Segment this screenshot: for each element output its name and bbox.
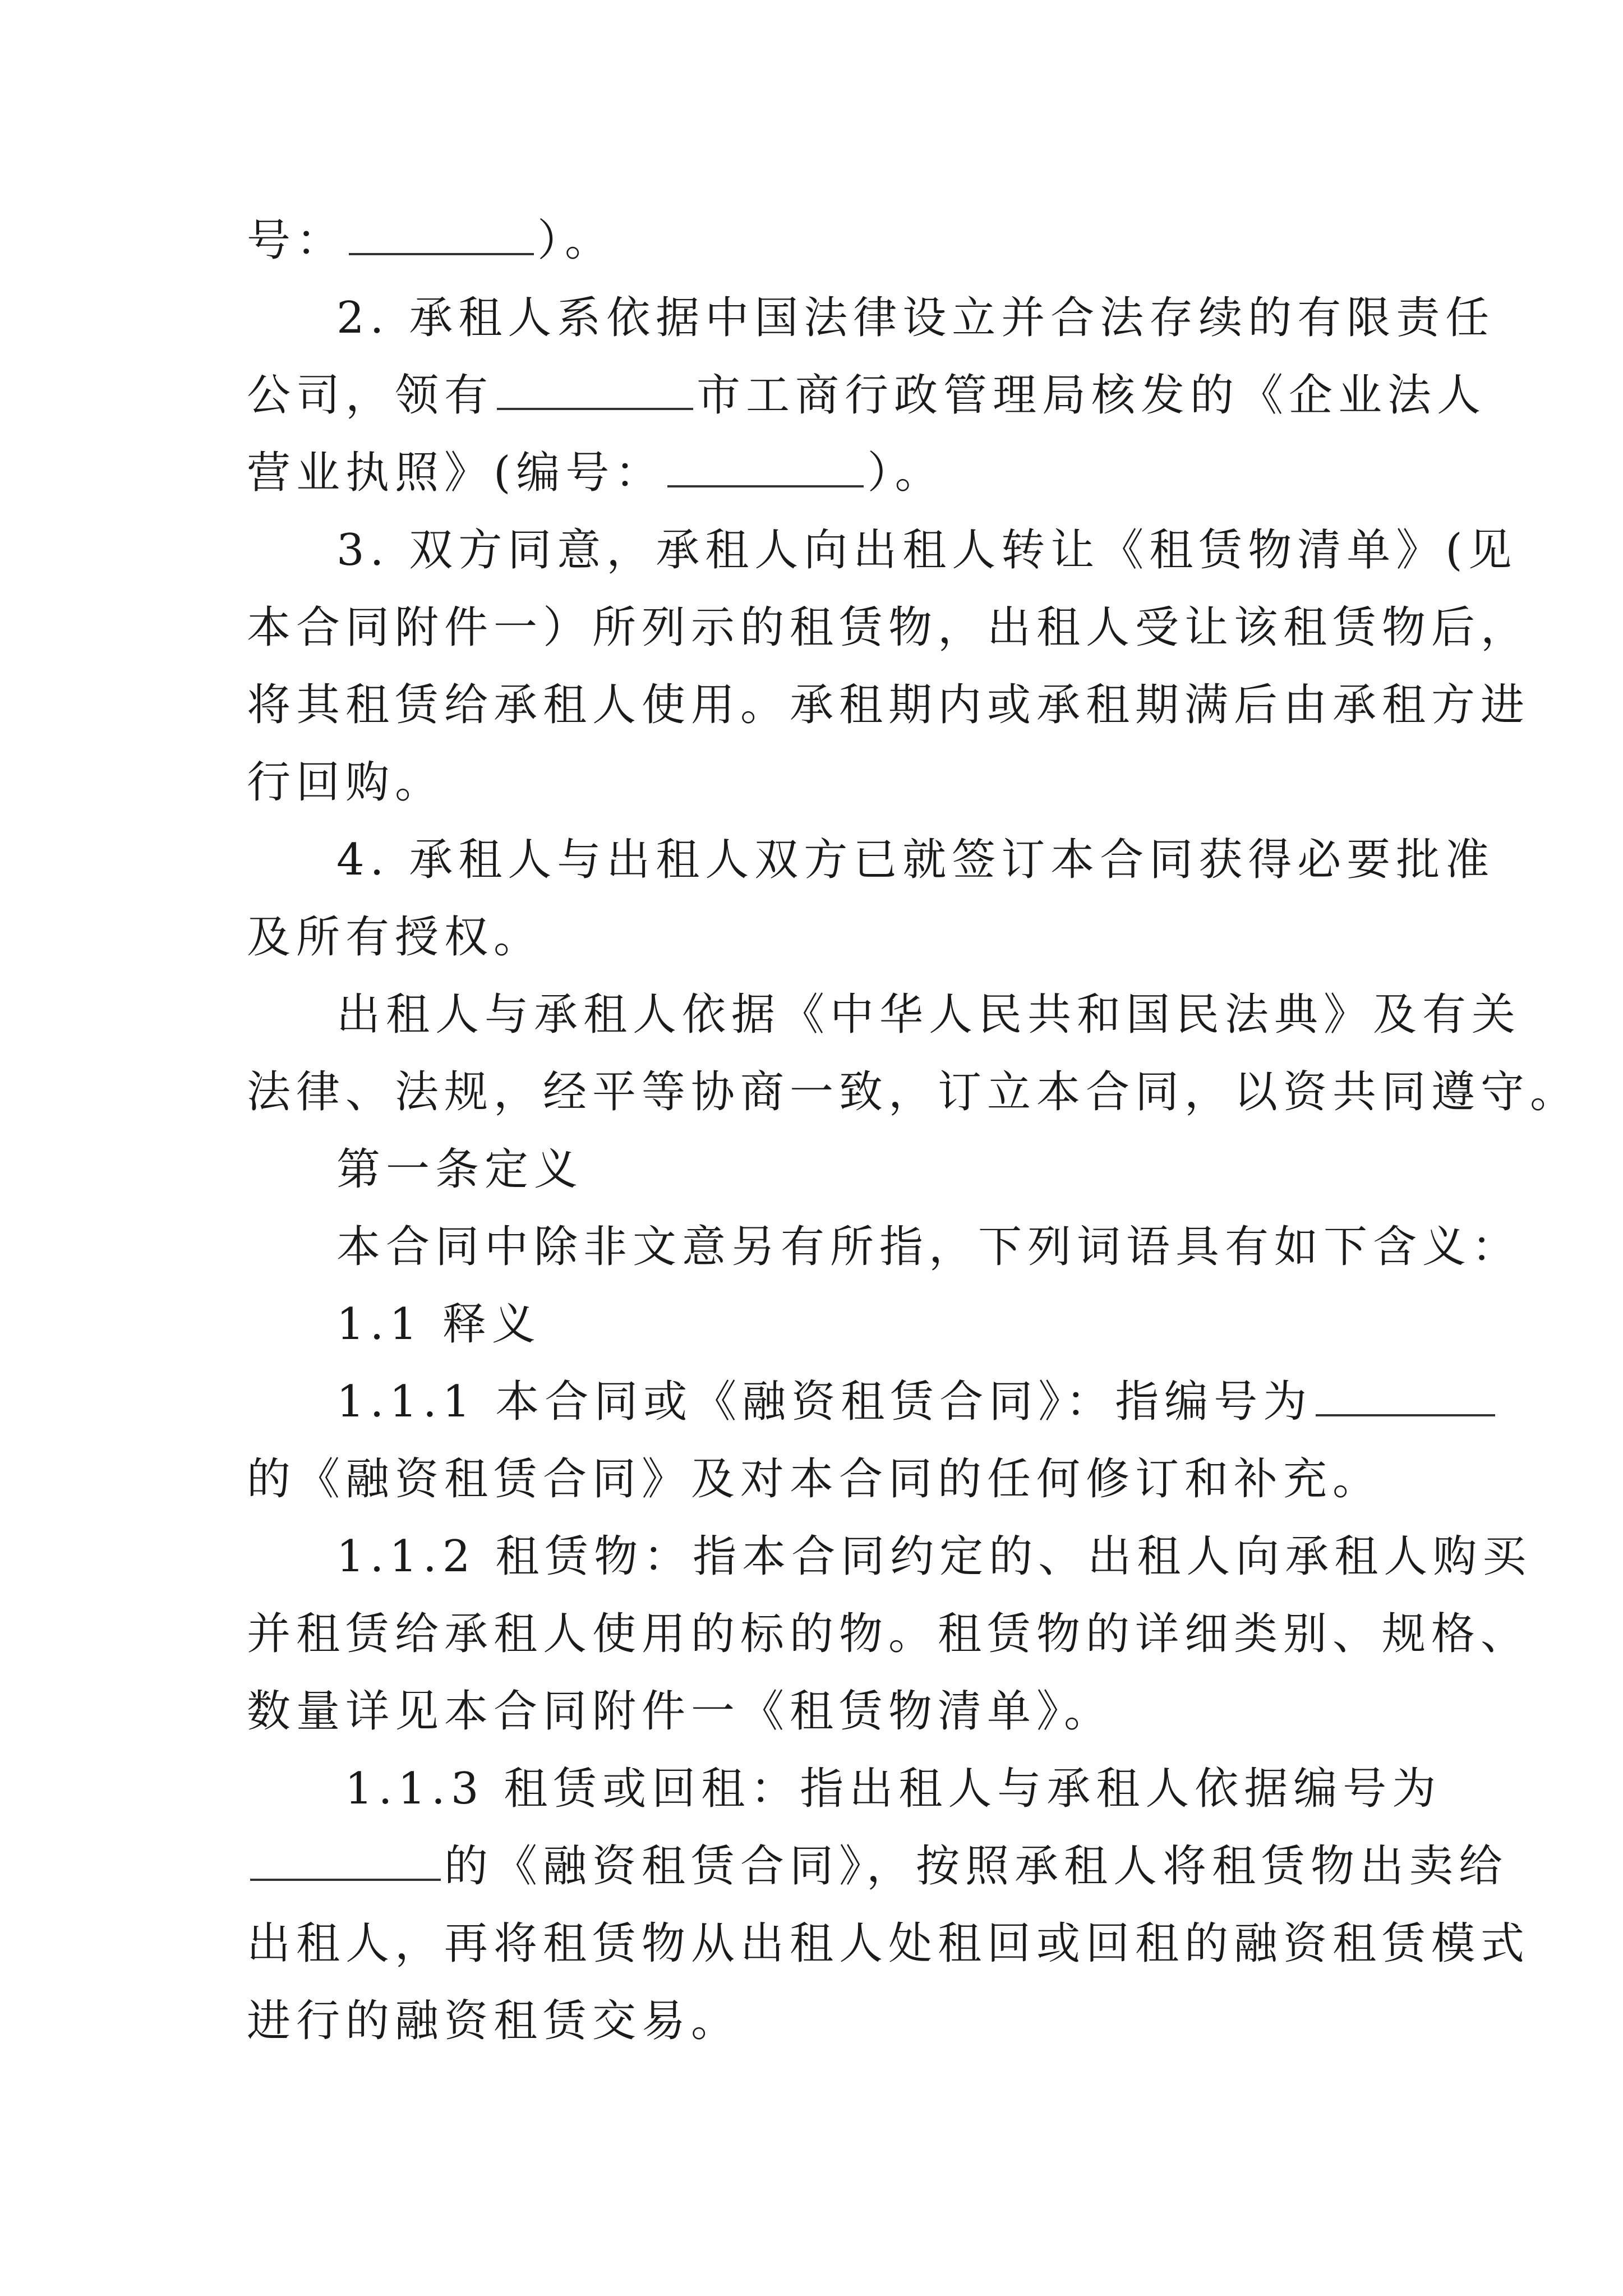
clause-3-line-3: 将其租赁给承租人使用。承租期内或承租期满后由承租方进 bbox=[247, 680, 1530, 730]
def-1-1-3-line-4: 进行的融资租赁交易。 bbox=[247, 1996, 741, 2046]
preamble-line-1: 出租人与承租人依据《中华人民共和国民法典》及有关 bbox=[336, 990, 1521, 1040]
blank-field-contract-number bbox=[1316, 1375, 1495, 1416]
text-close-paren: ）。 bbox=[537, 215, 615, 266]
clause-4-line-2: 及所有授权。 bbox=[247, 912, 543, 963]
clause-2-line-1: 2. 承租人系依据中国法律设立并合法存续的有限责任 bbox=[336, 293, 1495, 343]
blank-field-license-id bbox=[667, 446, 864, 487]
def-1-1-2-line-2: 并租赁给承租人使用的标的物。租赁物的详细类别、规格、 bbox=[247, 1609, 1530, 1659]
def-1-1-2-line-3: 数量详见本合同附件一《租赁物清单》。 bbox=[247, 1686, 1114, 1737]
text-number-label: 号： bbox=[247, 215, 346, 266]
def-1-1-1-line-2: 的《融资租赁合同》及对本合同的任何修订和补充。 bbox=[247, 1454, 1382, 1504]
clause-4-line-1: 4. 承租人与出租人双方已就签订本合同获得必要批准 bbox=[336, 835, 1495, 885]
clause-2-line-2: 公司，领有 市工商行政管理局核发的《企业法人 bbox=[247, 357, 1391, 434]
section-1-1-heading: 1.1 释义 bbox=[336, 1299, 541, 1350]
blank-field-contract-number-2 bbox=[250, 1839, 441, 1881]
blank-field-city bbox=[497, 369, 693, 410]
def-1-1-1-line-1: 1.1.1 本合同或《融资租赁合同》：指编号为 bbox=[247, 1363, 1391, 1441]
line-1 bbox=[247, 202, 1391, 279]
clause-3-line-1: 3. 双方同意，承租人向出租人转让《租赁物清单》(见 bbox=[336, 525, 1518, 576]
blank-field-license-number bbox=[349, 214, 534, 255]
article-1-intro: 本合同中除非文意另有所指，下列词语具有如下含义： bbox=[336, 1222, 1521, 1272]
def-1-1-3-line-2: 的《融资租赁合同》，按照承租人将租赁物出卖给 bbox=[247, 1828, 1391, 1905]
clause-3-line-2: 本合同附件一）所列示的租赁物，出租人受让该租赁物后， bbox=[247, 602, 1530, 653]
preamble-line-2: 法律、法规，经平等协商一致，订立本合同，以资共同遵守。 bbox=[247, 1067, 1580, 1117]
clause-3-line-4: 行回购。 bbox=[247, 757, 445, 808]
clause-2-line-3: 营业执照》(编号： ）。 bbox=[247, 434, 1391, 512]
contract-page bbox=[247, 202, 1580, 2060]
article-1-heading: 第一条定义 bbox=[336, 1144, 584, 1195]
def-1-1-3-line-3: 出租人，再将租赁物从出租人处租回或回租的融资租赁模式 bbox=[247, 1918, 1530, 1969]
def-1-1-2-line-1: 1.1.2 租赁物：指本合同约定的、出租人向承租人购买 bbox=[336, 1531, 1532, 1582]
def-1-1-3-line-1: 1.1.3 租赁或回租：指出租人与承租人依据编号为 bbox=[345, 1764, 1442, 1814]
